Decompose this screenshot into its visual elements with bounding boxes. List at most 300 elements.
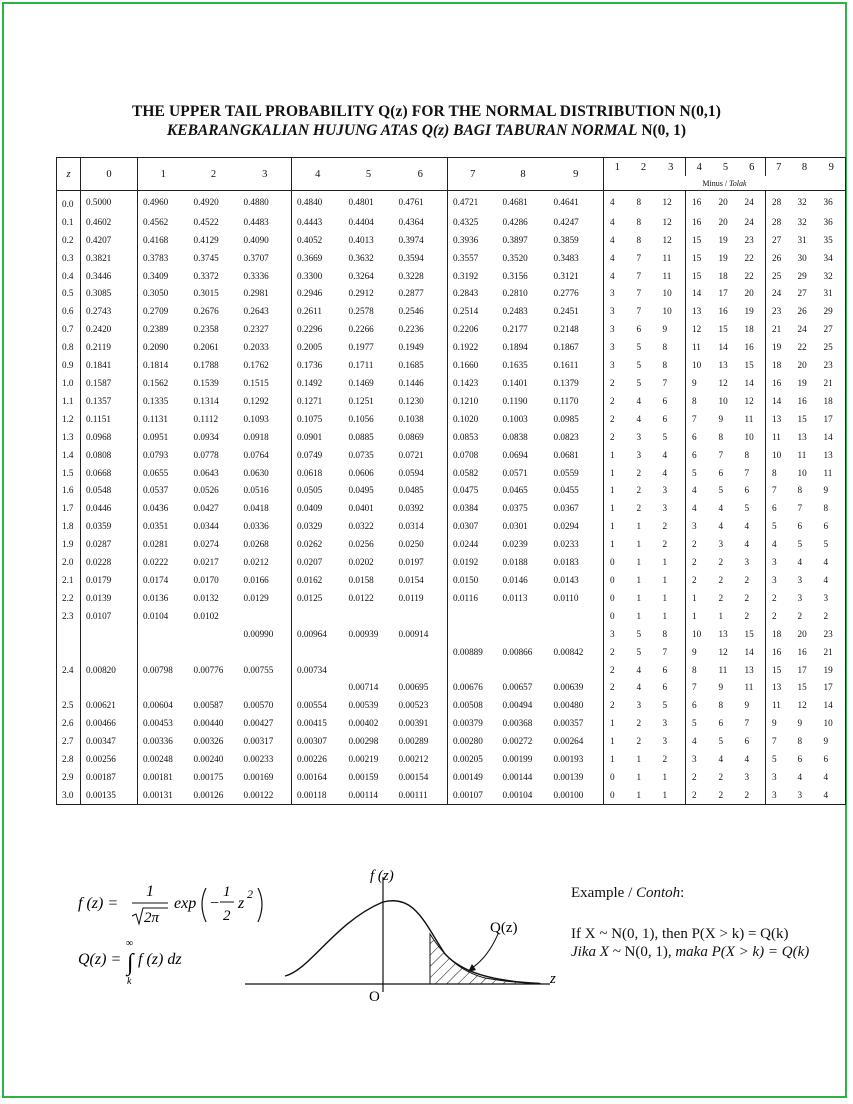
q-value: 0.0256 (348, 539, 374, 550)
q-value: 0.1131 (138, 410, 189, 428)
diff-value: 7 (636, 270, 642, 281)
q-value: 0.00135 (81, 786, 138, 804)
diff-value: 17 (797, 664, 807, 675)
q-value: 0.00256 (81, 750, 138, 768)
q-value: 0.00990 (243, 628, 274, 639)
diff-value: 2 (718, 557, 724, 568)
q-value: 0.0329 (292, 517, 344, 535)
diff-value: 16 (766, 374, 792, 392)
diff-value: 6 (718, 467, 724, 478)
diff-value: 13 (744, 664, 754, 675)
q-value (448, 661, 498, 679)
q-value: 0.0212 (243, 557, 269, 568)
diff-value: 10 (686, 625, 713, 643)
q-value: 0.4129 (193, 234, 219, 245)
diff-value: 1 (718, 610, 724, 621)
diff-value: 11 (686, 338, 713, 356)
diff-value: 5 (636, 646, 642, 657)
q-value: 0.0222 (138, 553, 189, 571)
diff-value: 11 (797, 449, 807, 460)
table-row (57, 191, 846, 213)
diff-value: 14 (686, 285, 713, 303)
q-value: 0.0192 (448, 553, 498, 571)
q-value (81, 643, 138, 661)
header-col-7: 7 (448, 158, 498, 191)
q-value: 0.0294 (553, 521, 579, 532)
q-value: 0.00131 (138, 786, 189, 804)
q-value: 0.0233 (553, 539, 579, 550)
q-value: 0.3336 (243, 270, 269, 281)
diff-value: 5 (636, 360, 642, 371)
diff-value: 9 (662, 324, 668, 335)
q-value (292, 607, 344, 625)
z-value: 1.7 (57, 499, 81, 517)
q-value: 0.0985 (553, 413, 579, 424)
q-value: 0.2912 (348, 288, 374, 299)
q-value: 0.00402 (348, 718, 379, 729)
table-row (57, 499, 846, 517)
q-value: 0.00139 (553, 771, 584, 782)
diff-value: 5 (718, 485, 724, 496)
diff-value: 10 (744, 431, 754, 442)
diff-value: 29 (797, 270, 807, 281)
q-value: 0.00154 (398, 771, 429, 782)
header-col-0: 0 (81, 158, 138, 191)
tolak-label: Tolak (729, 178, 747, 188)
table-row (57, 678, 846, 696)
q-value: 0.0918 (243, 431, 269, 442)
q-value: 0.1685 (398, 360, 424, 371)
q-value: 0.4960 (138, 191, 189, 213)
q-value: 0.0537 (138, 482, 189, 500)
z-value: 2.7 (57, 732, 81, 750)
z-value: 2.5 (57, 696, 81, 714)
pdf-numerator: 1 (146, 883, 154, 900)
q-value: 0.0643 (193, 467, 219, 478)
q-value: 0.4721 (448, 191, 498, 213)
q-value: 0.00440 (193, 718, 224, 729)
diff-value: 11 (662, 252, 672, 263)
diff-value: 3 (604, 302, 631, 320)
diff-value: 7 (636, 252, 642, 263)
diff-value: 19 (797, 378, 807, 389)
q-value: 0.00289 (398, 736, 429, 747)
diff-value: 8 (744, 449, 750, 460)
diff-value: 31 (818, 285, 846, 303)
diff-value: 23 (744, 234, 754, 245)
z-value: 2.2 (57, 589, 81, 607)
q-value: 0.1587 (81, 374, 138, 392)
diff-value: 24 (744, 216, 754, 227)
diff-value: 12 (718, 378, 728, 389)
table-row (57, 374, 846, 392)
q-value: 0.00368 (502, 718, 533, 729)
diff-value: 4 (686, 732, 713, 750)
diff-value: 12 (662, 234, 672, 245)
diff-value: 13 (797, 431, 807, 442)
q-value: 0.0571 (502, 467, 528, 478)
diff-value: 7 (636, 288, 642, 299)
q-value: 0.00714 (348, 682, 379, 693)
diff-value: 4 (797, 771, 803, 782)
diff-value: 16 (718, 306, 728, 317)
diff-value: 6 (686, 446, 713, 464)
diff-value: 10 (766, 446, 792, 464)
diff-value: 4 (718, 503, 724, 514)
z-value: 1.8 (57, 517, 81, 535)
table-row (57, 464, 846, 482)
q-value: 0.0244 (448, 535, 498, 553)
diff-value: 25 (766, 267, 792, 285)
q-value: 0.0764 (243, 449, 269, 460)
q-value: 0.3015 (193, 288, 219, 299)
table-row (57, 517, 846, 535)
q-value: 0.4801 (348, 196, 374, 207)
q-value: 0.1423 (448, 374, 498, 392)
q-value (189, 678, 239, 696)
diff-value: 3 (686, 750, 713, 768)
diff-value: 10 (718, 395, 728, 406)
q-value: 0.2119 (81, 338, 138, 356)
q-value (344, 643, 394, 661)
diff-value: 3 (766, 768, 792, 786)
diff-value: 8 (662, 628, 668, 639)
q-value: 0.00494 (502, 700, 533, 711)
pdf-half-den: 2 (223, 908, 231, 924)
q-value: 0.0110 (553, 592, 579, 603)
q-value: 0.0281 (138, 535, 189, 553)
q-value: 0.00118 (292, 786, 344, 804)
diff-value: 24 (797, 324, 807, 335)
diff-value: 2 (744, 610, 750, 621)
header-z: z (57, 158, 81, 191)
q-value: 0.0559 (553, 467, 579, 478)
q-value: 0.00657 (502, 682, 533, 693)
table-row (57, 535, 846, 553)
diff-value: 5 (718, 736, 724, 747)
diff-value: 25 (818, 338, 846, 356)
q-value: 0.4641 (553, 196, 579, 207)
diff-value: 2 (604, 374, 631, 392)
pdf-z: z (238, 895, 245, 912)
example-heading (571, 885, 684, 902)
diff-value: 1 (636, 574, 642, 585)
q-value: 0.2420 (81, 320, 138, 338)
table-row (57, 625, 846, 643)
table-row (57, 410, 846, 428)
q-value: 0.0475 (448, 482, 498, 500)
diff-value: 18 (744, 324, 754, 335)
diff-value: 22 (744, 270, 754, 281)
diff-value: 14 (744, 378, 754, 389)
q-value: 0.1292 (243, 395, 269, 406)
diff-value: 4 (744, 521, 750, 532)
pdf-minus: − (209, 895, 220, 912)
diff-value: 6 (718, 718, 724, 729)
diff-value: 15 (686, 249, 713, 267)
q-value: 0.0113 (502, 592, 528, 603)
q-value (549, 661, 604, 679)
q-value: 0.00379 (448, 714, 498, 732)
z-value: 1.2 (57, 410, 81, 428)
q-value: 0.4840 (292, 191, 344, 213)
q-value: 0.0116 (448, 589, 498, 607)
diff-value: 8 (636, 196, 642, 207)
diff-value: 27 (797, 288, 807, 299)
diff-value: 13 (686, 302, 713, 320)
z-value: 2.0 (57, 553, 81, 571)
q-value: 0.3936 (448, 231, 498, 249)
q-value: 0.0901 (292, 428, 344, 446)
q-value: 0.0582 (448, 464, 498, 482)
q-value: 0.1357 (81, 392, 138, 410)
diff-value: 1 (636, 521, 642, 532)
q-value: 0.0465 (502, 485, 528, 496)
q-value (344, 661, 394, 679)
z-value (57, 643, 81, 661)
diff-value: 11 (662, 270, 672, 281)
diff-value: 14 (744, 646, 754, 657)
q-value: 0.2061 (193, 342, 219, 353)
diff-value: 4 (766, 535, 792, 553)
header-col-2: 2 (189, 158, 239, 191)
diff-value: 4 (636, 664, 642, 675)
q-value: 0.0239 (502, 539, 528, 550)
q-value: 0.00415 (292, 714, 344, 732)
diff-value: 19 (766, 338, 792, 356)
q-value: 0.0594 (398, 467, 424, 478)
q-value: 0.3859 (553, 234, 579, 245)
diff-value: 1 (636, 557, 642, 568)
q-value: 0.3264 (348, 270, 374, 281)
pdf-half-num: 1 (223, 884, 231, 900)
q-value: 0.00107 (448, 786, 498, 804)
q-value: 0.2090 (138, 338, 189, 356)
q-value: 0.00187 (81, 768, 138, 786)
q-value: 0.00508 (448, 696, 498, 714)
diff-value: 2 (718, 592, 724, 603)
q-value: 0.0869 (398, 431, 424, 442)
diff-value: 3 (744, 771, 750, 782)
diff-value: 1 (636, 610, 642, 621)
diff-value: 6 (686, 696, 713, 714)
diff-value: 9 (686, 643, 713, 661)
diff-value: 20 (718, 216, 728, 227)
q-value (239, 607, 292, 625)
diff-value: 2 (636, 467, 642, 478)
diff-value: 5 (662, 700, 668, 711)
q-value: 0.0179 (81, 571, 138, 589)
q-value (189, 643, 239, 661)
diff-value: 8 (686, 661, 713, 679)
q-value: 0.2776 (553, 288, 579, 299)
q-value: 0.00964 (292, 625, 344, 643)
q-value: 0.0174 (138, 571, 189, 589)
diff-value: 2 (766, 589, 792, 607)
diff-value: 2 (604, 678, 631, 696)
diff-value: 20 (718, 196, 728, 207)
q-value: 0.4681 (502, 196, 528, 207)
diff-value: 4 (662, 467, 668, 478)
diff-value: 0 (604, 571, 631, 589)
diff-value: 2 (662, 521, 668, 532)
q-value: 0.0104 (138, 607, 189, 625)
q-value: 0.0455 (553, 485, 579, 496)
qz-arrow (472, 934, 498, 968)
q-value: 0.3156 (502, 270, 528, 281)
diff-value: 10 (662, 306, 672, 317)
q-value: 0.2236 (398, 324, 424, 335)
q-value: 0.3228 (398, 270, 424, 281)
q-value: 0.0250 (398, 539, 424, 550)
diff-value: 9 (818, 482, 846, 500)
diff-value: 15 (766, 661, 792, 679)
diff-value: 7 (744, 467, 750, 478)
q-value: 0.2148 (553, 324, 579, 335)
diff-value: 4 (744, 754, 750, 765)
diff-value: 8 (662, 342, 668, 353)
diff-value: 8 (636, 216, 642, 227)
q-value: 0.00175 (193, 771, 224, 782)
diff-value: 3 (797, 574, 803, 585)
diff-value: 6 (818, 517, 846, 535)
q-value: 0.3300 (292, 267, 344, 285)
z-value: 2.6 (57, 714, 81, 732)
diff-value: 2 (604, 428, 631, 446)
diff-value: 2 (686, 768, 713, 786)
q-value: 0.1020 (448, 410, 498, 428)
header-col-6: 6 (394, 158, 448, 191)
example-line-1: If X ~ N(0, 1), then P(X > k) = Q(k) (571, 926, 789, 942)
z-value: 0.4 (57, 267, 81, 285)
diff-value: 2 (636, 503, 642, 514)
diff-value: 7 (662, 378, 668, 389)
z-value: 2.8 (57, 750, 81, 768)
diff-value: 13 (766, 678, 792, 696)
diff-value: 11 (766, 428, 792, 446)
q-value: 0.4920 (193, 196, 219, 207)
diff-value: 3 (604, 338, 631, 356)
header-diff-8: 8 (792, 158, 818, 177)
diff-value: 26 (797, 306, 807, 317)
z-value: 1.6 (57, 482, 81, 500)
diff-value: 7 (744, 718, 750, 729)
diff-value: 31 (797, 234, 807, 245)
q-value: 0.0668 (81, 464, 138, 482)
q-value: 0.2033 (243, 342, 269, 353)
q-value: 0.00639 (553, 682, 584, 693)
diff-value: 13 (818, 446, 846, 464)
diff-value: 1 (662, 574, 668, 585)
table-row (57, 553, 846, 571)
diff-value: 1 (604, 499, 631, 517)
diff-value: 13 (718, 360, 728, 371)
diff-value: 4 (718, 521, 724, 532)
diff-value: 2 (718, 771, 724, 782)
diff-value: 4 (604, 249, 631, 267)
q-value: 0.3372 (193, 270, 219, 281)
diff-value: 12 (718, 646, 728, 657)
diff-value: 3 (662, 718, 668, 729)
q-value: 0.1611 (553, 360, 579, 371)
q-value: 0.4090 (243, 234, 269, 245)
header-col-4: 4 (292, 158, 344, 191)
diff-value: 2 (604, 410, 631, 428)
table-row (57, 696, 846, 714)
q-value: 0.00114 (344, 786, 394, 804)
q-value: 0.0375 (502, 503, 528, 514)
diff-value: 20 (797, 360, 807, 371)
q-value: 0.00100 (549, 786, 604, 804)
diff-value: 6 (662, 682, 668, 693)
diff-value: 4 (686, 499, 713, 517)
q-value: 0.1190 (502, 395, 528, 406)
pdf-denominator: 2π (144, 910, 160, 926)
q-value: 0.4522 (193, 216, 219, 227)
q-value: 0.0314 (398, 521, 424, 532)
diff-value: 26 (766, 249, 792, 267)
q-value: 0.00181 (138, 768, 189, 786)
z-value: 0.3 (57, 249, 81, 267)
q-value: 0.00272 (502, 736, 533, 747)
q-value: 0.00149 (448, 768, 498, 786)
q-value: 0.3974 (398, 234, 424, 245)
q-value: 0.0409 (292, 499, 344, 517)
header-col-9: 9 (549, 158, 604, 191)
example-heading-colon: : (680, 885, 685, 901)
diff-value: 23 (818, 625, 846, 643)
q-value (448, 625, 498, 643)
q-value: 0.1788 (193, 360, 219, 371)
diff-value: 1 (636, 754, 642, 765)
diff-value: 20 (744, 288, 754, 299)
q-value: 0.1210 (448, 392, 498, 410)
q-value: 0.0418 (243, 503, 269, 514)
diff-value: 2 (686, 535, 713, 553)
diff-value: 6 (766, 499, 792, 517)
table-row (57, 750, 846, 768)
q-value: 0.00453 (138, 714, 189, 732)
diff-value: 7 (636, 306, 642, 317)
bell-curve (285, 901, 540, 984)
q-value: 0.1977 (348, 342, 374, 353)
table-row (57, 571, 846, 589)
diff-value: 7 (662, 646, 668, 657)
diff-value: 0 (604, 768, 631, 786)
diff-value: 12 (662, 196, 672, 207)
q-value (138, 678, 189, 696)
diff-value: 16 (797, 646, 807, 657)
q-value: 0.1446 (398, 378, 424, 389)
q-value: 0.0793 (138, 446, 189, 464)
q-value: 0.0735 (348, 449, 374, 460)
q-value: 0.00326 (193, 736, 224, 747)
header-diff-3: 3 (657, 158, 686, 177)
q-value: 0.00914 (398, 628, 429, 639)
z-value: 1.4 (57, 446, 81, 464)
z-value: 0.1 (57, 213, 81, 231)
q-value: 0.2358 (193, 324, 219, 335)
diff-value: 8 (818, 499, 846, 517)
diff-value: 0 (604, 589, 631, 607)
q-value: 0.0384 (448, 499, 498, 517)
q-value: 0.00240 (193, 754, 224, 765)
q-value: 0.2946 (292, 285, 344, 303)
q-value: 0.00104 (498, 786, 549, 804)
diff-value: 6 (662, 413, 668, 424)
normal-table (56, 157, 834, 805)
diff-value: 36 (818, 213, 846, 231)
